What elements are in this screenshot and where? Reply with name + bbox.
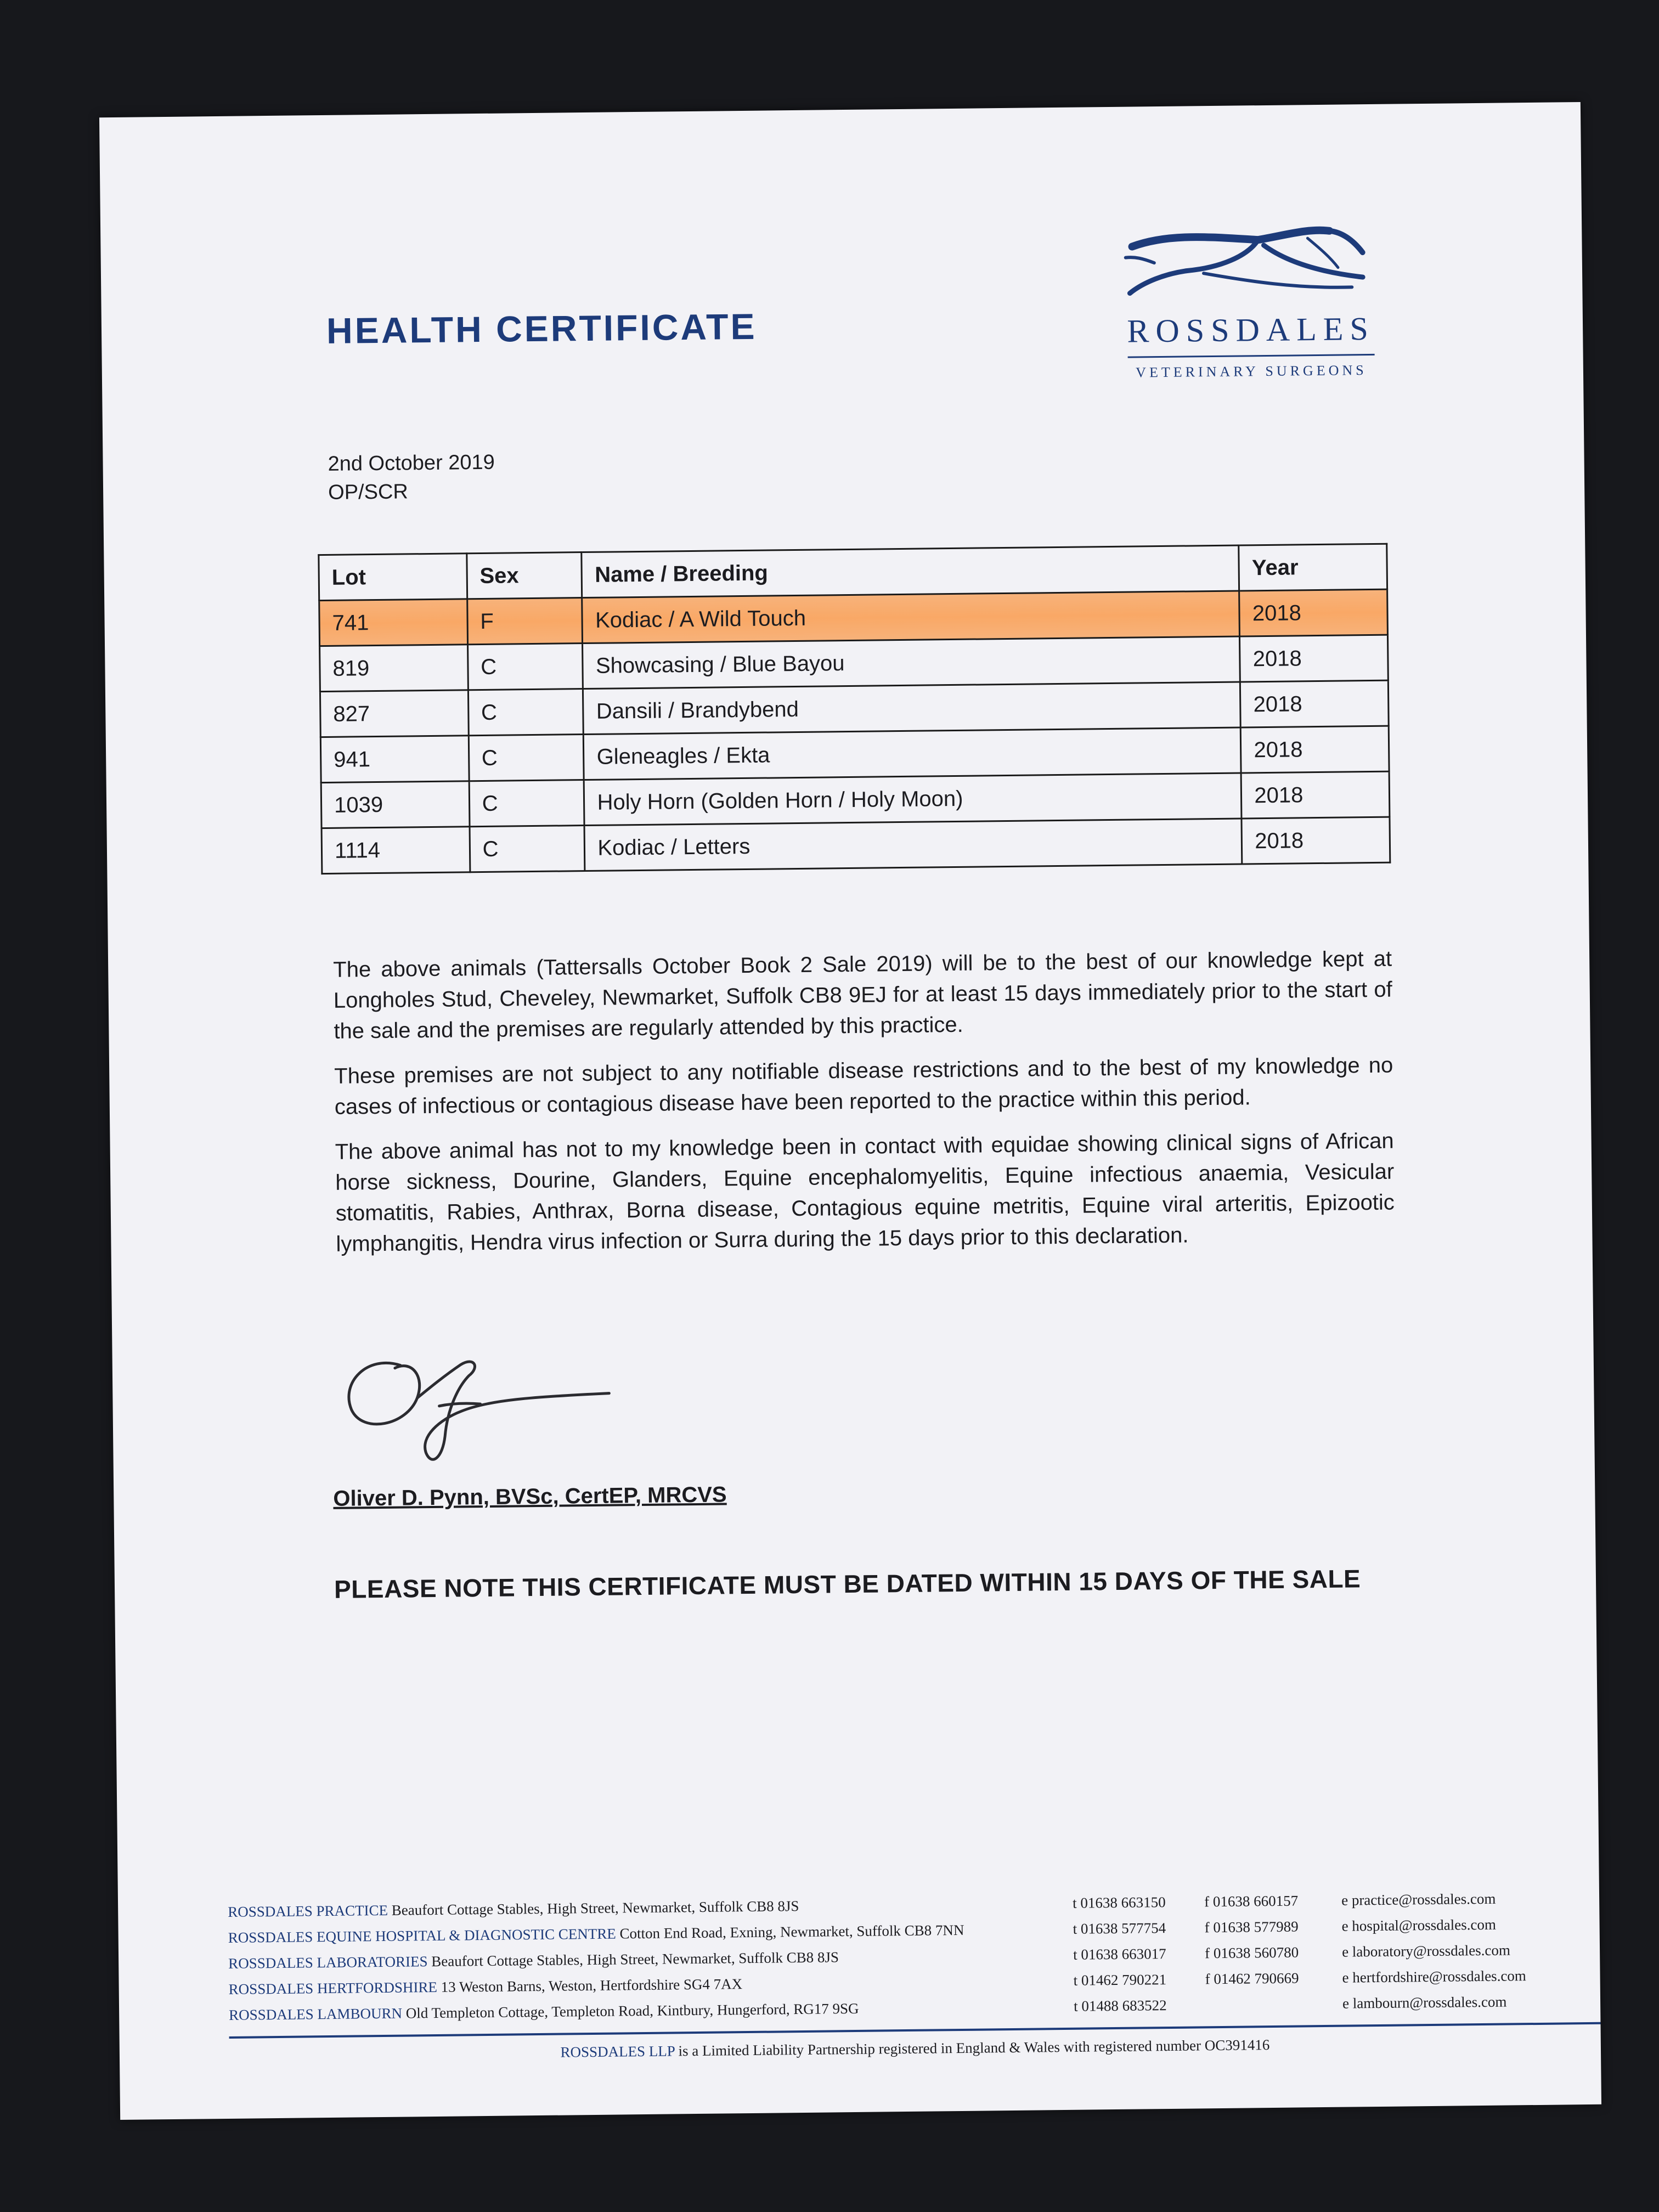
cell-lot: 819: [320, 645, 469, 692]
cell-year: 2018: [1240, 635, 1389, 682]
cell-lot: 941: [320, 736, 469, 783]
certificate-page: [99, 102, 1601, 2120]
email-address: e lambourn@rossdales.com: [1342, 1993, 1507, 2012]
fax-number: f 01638 577989: [1204, 1918, 1299, 1936]
column-header-year: Year: [1239, 544, 1387, 591]
logo-tagline: VETERINARY SURGEONS: [1136, 362, 1367, 381]
cell-year: 2018: [1239, 589, 1388, 636]
office-address: Cotton End Road, Exning, Newmarket, Suffolk CB8 7NN: [619, 1921, 964, 1942]
cell-sex: C: [470, 826, 585, 872]
column-header-name: Name / Breeding: [582, 545, 1239, 598]
phone-number: t 01462 790221: [1073, 1971, 1167, 1989]
galloping-horse-icon: [1121, 222, 1380, 313]
cell-name: Gleneagles / Ekta: [584, 727, 1242, 780]
document-title: HEALTH CERTIFICATE: [326, 306, 757, 351]
certificate-reference: OP/SCR: [328, 480, 409, 504]
certificate-date: 2nd October 2019: [328, 450, 495, 476]
footer-legal-notice: [229, 2033, 1601, 2064]
cell-sex: C: [469, 780, 585, 827]
fax-number: [1205, 1991, 1342, 2018]
email-address: e hospital@rossdales.com: [1341, 1916, 1497, 1934]
office-name: ROSSDALES PRACTICE: [228, 1901, 388, 1920]
fax-number: f 01638 560780: [1204, 1944, 1299, 1962]
cell-sex: C: [467, 644, 583, 690]
body-paragraph-restrictions: These premises are not subject to any notifiable disease restrictions and to the best of my knowledge no cases of infectious or contagious disease have been reported to the practice within this period.: [334, 1053, 1393, 1119]
cell-sex: C: [468, 689, 584, 736]
cell-sex: C: [469, 735, 584, 781]
footer-contacts: [1073, 1885, 1600, 2019]
reference-block: [328, 448, 495, 507]
cell-year: 2018: [1241, 771, 1390, 819]
cell-name: Holy Horn (Golden Horn / Holy Moon): [584, 773, 1242, 826]
lots-table: [318, 543, 1391, 874]
handwritten-signature: [334, 1341, 620, 1475]
cell-lot: 741: [319, 599, 468, 646]
signatory-name: Oliver D. Pynn, BVSc, CertEP, MRCVS: [333, 1482, 727, 1511]
office-address: Beaufort Cottage Stables, High Street, Newmarket, Suffolk CB8 8JS: [431, 1949, 839, 1970]
body-paragraph-premises: The above animals (Tattersalls October Book 2 Sale 2019) will be to the best of our knowledge kept at Longholes Stud, Cheveley, Newmarket, Suffolk CB8 9EJ for at least 15 days immediately prior to the start of the sale and the premises are regularly attended by this practice.: [333, 946, 1392, 1043]
column-header-lot: Lot: [319, 554, 467, 601]
cell-name: Kodiac / Letters: [584, 819, 1242, 871]
column-header-sex: Sex: [467, 552, 583, 599]
dating-notice: PLEASE NOTE THIS CERTIFICATE MUST BE DATED WITHIN 15 DAYS OF THE SALE: [334, 1564, 1361, 1604]
email-address: e laboratory@rossdales.com: [1341, 1942, 1511, 1960]
certificate-body: [333, 944, 1395, 1274]
cell-sex: F: [467, 598, 583, 645]
cell-lot: 1039: [321, 781, 470, 828]
legal-entity-name: ROSSDALES LLP: [560, 2042, 675, 2061]
rossdales-logo: [1121, 222, 1380, 406]
fax-number: f 01462 790669: [1205, 1970, 1299, 1988]
cell-lot: 1114: [321, 827, 470, 874]
lots-table-wrapper: [318, 543, 1391, 874]
phone-number: t 01638 663150: [1072, 1894, 1166, 1911]
office-name: ROSSDALES LAMBOURN: [229, 2005, 403, 2023]
logo-wordmark: ROSSDALES: [1127, 310, 1375, 349]
office-name: ROSSDALES EQUINE HOSPITAL & DIAGNOSTIC CENTRE: [228, 1925, 616, 1946]
email-address: e practice@rossdales.com: [1341, 1890, 1496, 1909]
office-name: ROSSDALES LABORATORIES: [228, 1953, 428, 1972]
cell-name: Dansili / Brandybend: [583, 682, 1241, 735]
phone-number: t 01638 663017: [1073, 1945, 1166, 1963]
cell-year: 2018: [1242, 817, 1390, 864]
email-address: e hertfordshire@rossdales.com: [1342, 1967, 1526, 1986]
cell-lot: 827: [320, 690, 469, 737]
body-paragraph-diseases: The above animal has not to my knowledge been in contact with equidae showing clinical signs of African horse sickness, Dourine, Glanders, Equine encephalomyelitis, Equine infectious anaemia, Vesicular stomatitis, Rabies, Anthrax, Borna disease, Contagious equine metritis, Equine viral arteritis, Epizootic lymphangitis, Hendra virus infection or Surra during the 15 days prior to this declaration.: [335, 1128, 1395, 1256]
legal-registration-text: is a Limited Liability Partnership registered in England & Wales with registered number OC391416: [678, 2036, 1270, 2059]
office-address: Old Templeton Cottage, Templeton Road, Kintbury, Hungerford, RG17 9SG: [405, 2000, 859, 2022]
cell-name: Showcasing / Blue Bayou: [583, 636, 1240, 689]
cell-year: 2018: [1240, 680, 1389, 727]
footer-offices: [228, 1890, 1134, 2028]
phone-number: t 01488 683522: [1073, 1997, 1167, 2015]
office-name: ROSSDALES HERTFORDSHIRE: [228, 1978, 438, 1997]
logo-divider: [1128, 354, 1375, 358]
cell-year: 2018: [1241, 726, 1390, 773]
cell-name: Kodiac / A Wild Touch: [582, 591, 1240, 644]
phone-number: t 01638 577754: [1073, 1920, 1166, 1937]
office-address: 13 Weston Barns, Weston, Hertfordshire SG4 7AX: [441, 1976, 743, 1995]
fax-number: f 01638 660157: [1204, 1892, 1299, 1910]
office-address: Beaufort Cottage Stables, High Street, Newmarket, Suffolk CB8 8JS: [391, 1898, 799, 1918]
contact-row: [1074, 1988, 1600, 2019]
